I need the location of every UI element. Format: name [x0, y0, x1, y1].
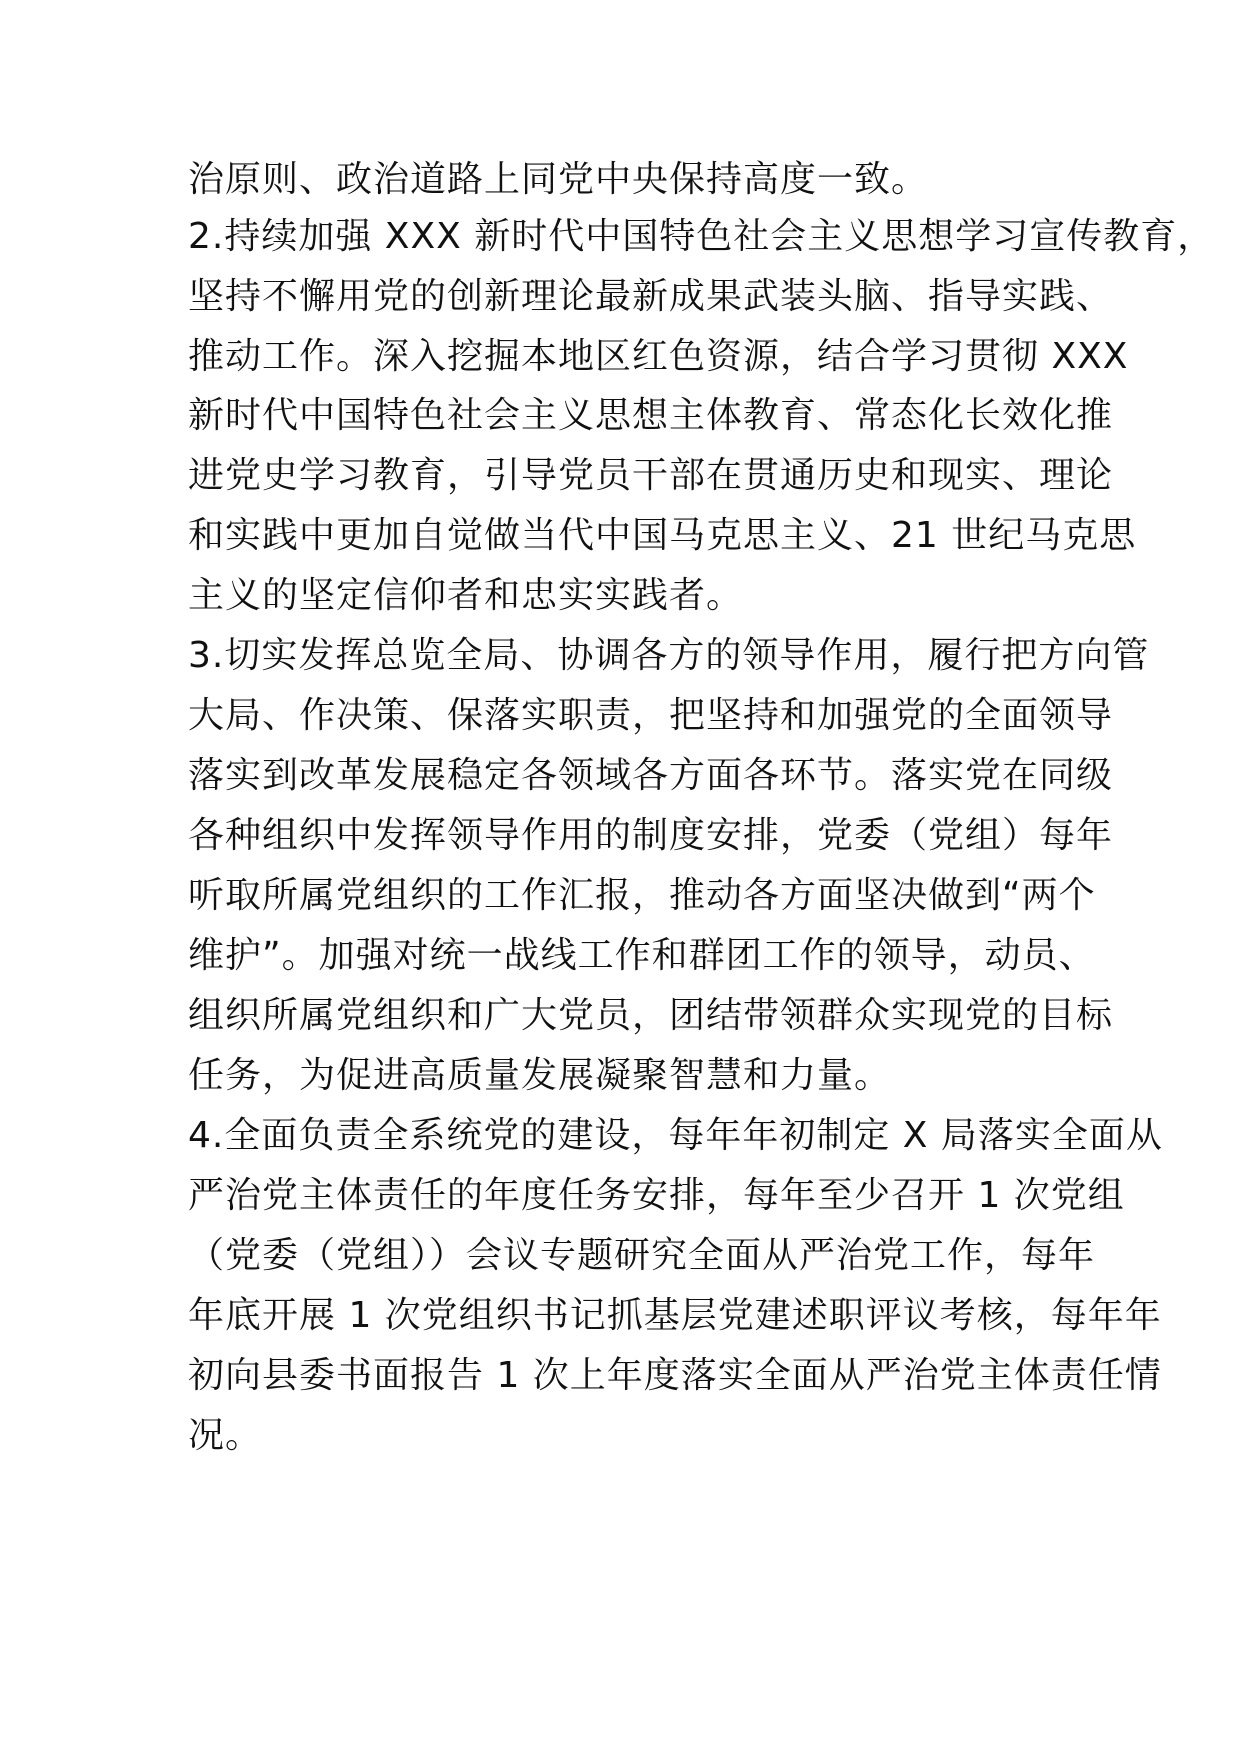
text-line-20: 年底开展 1 次党组织书记抓基层党建述职评议考核，每年年: [188, 1295, 1162, 1336]
text-line-11: 落实到改革发展稳定各领域各方面各环节。落实党在同级: [188, 755, 1114, 796]
text-line-6: 进党史学习教育，引导党员干部在贯通历史和现实、理论: [188, 455, 1114, 496]
text-line-7: 和实践中更加自觉做当代中国马克思主义、21 世纪马克思: [188, 515, 1137, 556]
text-line-19: （党委（党组））会议专题研究全面从严治党工作，每年: [188, 1235, 1096, 1276]
text-line-12: 各种组织中发挥领导作用的制度安排，党委（党组）每年: [188, 815, 1114, 856]
text-line-13: 听取所属党组织的工作汇报，推动各方面坚决做到“两个: [188, 875, 1096, 916]
text-line-21: 初向县委书面报告 1 次上年度落实全面从严治党主体责任情: [188, 1355, 1162, 1396]
text-line-3: 坚持不懈用党的创新理论最新成果武装头脑、指导实践、: [188, 276, 1114, 317]
text-line-16: 任务，为促进高质量发展凝聚智慧和力量。: [188, 1055, 892, 1096]
text-line-8: 主义的坚定信仰者和忠实实践者。: [188, 575, 744, 616]
text-line-15: 组织所属党组织和广大党员，团结带领群众实现党的目标: [188, 995, 1114, 1036]
text-line-18: 严治党主体责任的年度任务安排，每年至少召开 1 次党组: [188, 1175, 1125, 1216]
text-line-4: 推动工作。深入挖掘本地区红色资源，结合学习贯彻 XXX: [188, 336, 1129, 377]
text-line-14: 维护”。加强对统一战线工作和群团工作的领导，动员、: [188, 935, 1096, 976]
text-line-2: 2.持续加强 XXX 新时代中国特色社会主义思想学习宣传教育，: [188, 216, 1215, 257]
text-line-10: 大局、作决策、保落实职责，把坚持和加强党的全面领导: [188, 695, 1114, 736]
text-line-17: 4.全面负责全系统党的建设，每年年初制定 X 局落实全面从: [188, 1115, 1163, 1156]
text-line-9: 3.切实发挥总览全局、协调各方的领导作用，履行把方向管: [188, 635, 1150, 676]
text-line-5: 新时代中国特色社会主义思想主体教育、常态化长效化推: [188, 395, 1114, 436]
text-line-1: 治原则、政治道路上同党中央保持高度一致。: [188, 159, 929, 200]
text-line-22: 况。: [188, 1415, 263, 1456]
